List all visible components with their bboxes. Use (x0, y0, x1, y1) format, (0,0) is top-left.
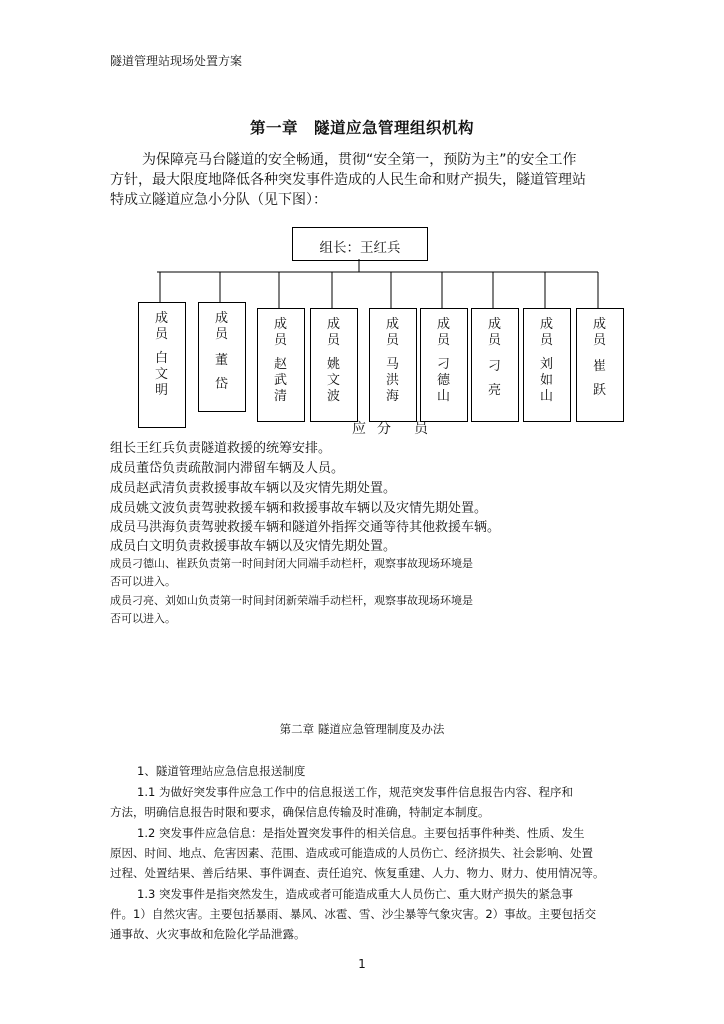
paragraph-line: 原因、时间、地点、危害因素、范围、造成或可能造成的人员伤亡、经济损失、社会影响、处置 (110, 846, 593, 860)
member-role-char: 成 (155, 311, 169, 326)
member-role-char: 员 (488, 333, 502, 348)
duty-line: 成员白文明负责救援事故车辆以及灾情先期处置。 (110, 539, 397, 554)
chapter-2-title: 第二章 隧道应急管理制度及办法 (279, 722, 445, 736)
member-box (471, 308, 519, 422)
member-role-char: 成 (215, 311, 229, 326)
duty-line: 成员姚文波负责驾驶救援车辆和救援事故车辆以及灾情先期处置。 (110, 501, 488, 516)
member-role-char: 员 (540, 333, 554, 348)
member-name-char: 白 (155, 351, 169, 366)
member-name-char: 海 (386, 389, 400, 404)
member-role-char: 成 (437, 317, 451, 332)
member-box (310, 308, 358, 422)
member-box (138, 302, 186, 428)
member-box (198, 302, 246, 412)
member-name-char: 刁 (437, 357, 451, 372)
member-name-char: 董 (215, 353, 229, 368)
member-name-char: 亮 (488, 383, 502, 398)
member-name-char: 洪 (386, 373, 400, 388)
leader-box (292, 227, 428, 261)
member-role-char: 成 (327, 317, 341, 332)
member-name-char: 刁 (488, 359, 502, 374)
member-role-char: 员 (215, 327, 229, 342)
member-name-char: 如 (540, 373, 554, 388)
member-role-char: 成 (386, 317, 400, 332)
caption-fragment: 应 (352, 421, 366, 437)
member-role-char: 员 (155, 327, 169, 342)
duty-line: 成员赵武清负责救援事故车辆以及灾情先期处置。 (110, 481, 397, 496)
intro-line: 方针，最大限度地降低各种突发事件造成的人民生命和财产损失，隧道管理站 (110, 172, 586, 188)
member-box (420, 308, 468, 422)
member-box (523, 308, 571, 422)
caption-fragment: 员 (414, 421, 428, 437)
member-name-char: 山 (437, 389, 451, 404)
duty-line: 成员董岱负责疏散洞内滞留车辆及人员。 (110, 461, 345, 476)
duty-line-small: 否可以进入。 (110, 575, 176, 588)
member-name-char: 明 (155, 383, 169, 398)
paragraph-line: 1.2 突发事件应急信息：是指处置突发事件的相关信息。主要包括事件种类、性质、发生 (137, 826, 585, 840)
member-name-char: 跃 (593, 383, 607, 398)
intro-line: 特成立隧道应急小分队（见下图）： (110, 192, 327, 208)
duty-line: 组长王红兵负责隧道救援的统筹安排。 (110, 441, 332, 456)
member-name-char: 文 (155, 367, 169, 382)
duty-line-small: 成员刁亮、刘如山负责第一时间封闭新荣端手动栏杆，观察事故现场环境是 (110, 594, 473, 607)
paragraph-line: 件。1）自然灾害。主要包括暴雨、暴风、冰雹、雪、沙尘暴等气象灾害。2）事故。主要包括交 (110, 907, 597, 921)
member-box (369, 308, 417, 422)
member-role-char: 员 (274, 333, 288, 348)
member-role-char: 成 (488, 317, 502, 332)
intro-line: 为保障亮马台隧道的安全畅通，贯彻“安全第一，预防为主”的安全工作 (142, 152, 577, 168)
member-name-char: 崔 (593, 359, 607, 374)
member-name-char: 波 (327, 389, 341, 404)
member-name-char: 马 (386, 357, 400, 372)
duty-line: 成员马洪海负责驾驶救援车辆和隧道外指挥交通等待其他救援车辆。 (110, 520, 501, 535)
caption-fragment: 分 (377, 421, 391, 437)
member-box (576, 308, 624, 422)
paragraph-line: 1.3 突发事件是指突然发生，造成或者可能造成重大人员伤亡、重大财产损失的紧急事 (137, 887, 573, 901)
duty-line-small: 成员刁德山、崔跃负责第一时间封闭大同端手动栏杆，观察事故现场环境是 (110, 557, 473, 570)
member-role-char: 员 (327, 333, 341, 348)
member-role-char: 成 (540, 317, 554, 332)
member-role-char: 员 (386, 333, 400, 348)
member-role-char: 成 (274, 317, 288, 332)
member-name-char: 文 (327, 373, 341, 388)
member-name-char: 赵 (274, 357, 288, 372)
member-name-char: 岱 (215, 377, 229, 392)
member-name-char: 刘 (540, 357, 554, 372)
paragraph-line: 通事故、火灾事故和危险化学品泄露。 (110, 927, 306, 941)
chapter-1-title: 第一章 隧道应急管理组织机构 (249, 119, 474, 137)
member-role-char: 员 (437, 333, 451, 348)
section-heading: 1、隧道管理站应急信息报送制度 (137, 764, 306, 778)
leader-label: 组长：王红兵 (319, 240, 401, 256)
paragraph-line: 方法，明确信息报告时限和要求，确保信息传输及时准确，特制定本制度。 (110, 805, 490, 819)
member-name-char: 姚 (327, 357, 341, 372)
document-header-title: 隧道管理站现场处置方案 (110, 54, 243, 68)
page-number: 1 (358, 957, 366, 971)
paragraph-line: 1.1 为做好突发事件应急工作中的信息报送工作，规范突发事件信息报告内容、程序和 (137, 785, 573, 799)
member-name-char: 德 (437, 373, 451, 388)
member-name-char: 武 (274, 373, 288, 388)
member-role-char: 员 (593, 333, 607, 348)
duty-line-small: 否可以进入。 (110, 612, 176, 625)
member-name-char: 清 (274, 389, 288, 404)
member-box (257, 308, 305, 422)
member-name-char: 山 (540, 389, 554, 404)
member-role-char: 成 (593, 317, 607, 332)
paragraph-line: 过程、处置结果、善后结果、事件调查、责任追究、恢复重建、人力、物力、财力、使用情况等。 (110, 866, 605, 880)
